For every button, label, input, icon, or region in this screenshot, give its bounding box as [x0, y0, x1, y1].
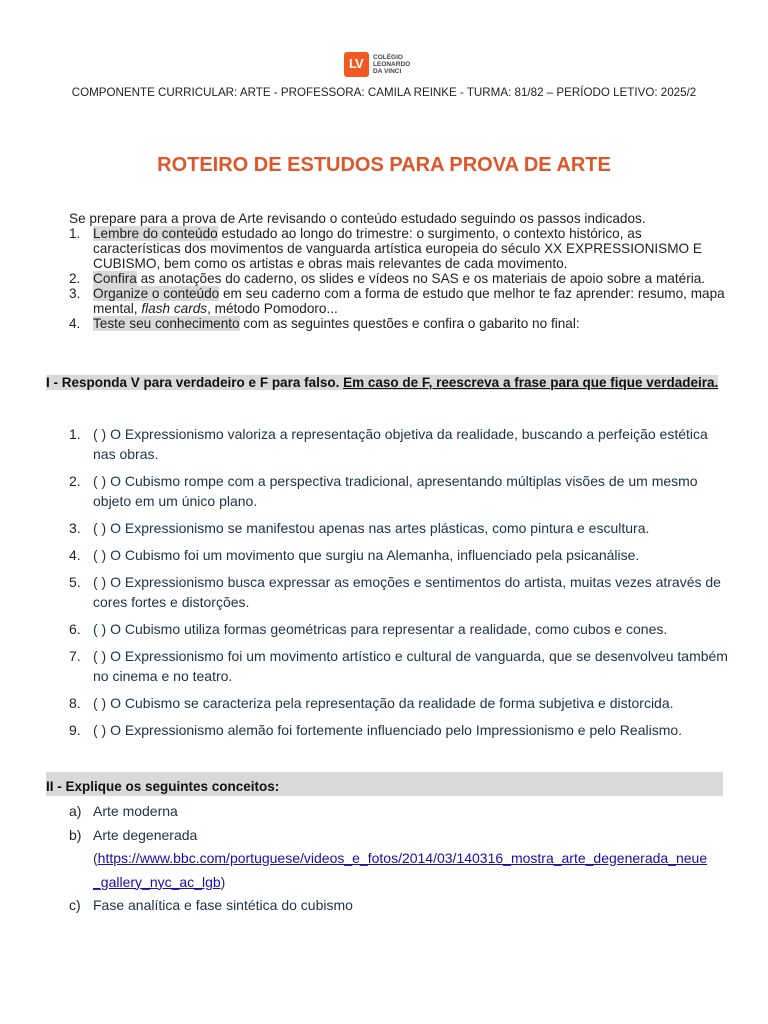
step-item: 2. Confira as anotações do caderno, os slides e vídeos no SAS e os materiais de apoio sobre a matéria.: [69, 271, 706, 286]
intro-text: Se prepare para a prova de Arte revisando o conteúdo estudado seguindo os passos indicados.: [69, 211, 646, 226]
question-item: 2. ( ) O Cubismo rompe com a perspectiva tradicional, apresentando múltiplas visões de um mesmo objeto em um único plano.: [69, 473, 698, 509]
concept-item: c) Fase analítica e fase sintética do cubismo: [69, 897, 353, 913]
bbc-video-link-cont[interactable]: _gallery_nyc_ac_lgb: [93, 873, 221, 890]
question-item: 1. ( ) O Expressionismo valoriza a representação objetiva da realidade, buscando a perfeição estética nas obras.: [69, 426, 708, 462]
document-header: COMPONENTE CURRICULAR: ARTE - PROFESSORA: CAMILA REINKE - TURMA: 81/82 – PERÍODO LETIVO: 2025/2: [71, 86, 697, 99]
link-item-cont: _gallery_nyc_ac_lgb): [93, 873, 226, 890]
question-item: 9. ( ) O Expressionismo alemão foi fortemente influenciado pelo Impressionismo e pelo Realismo.: [69, 722, 683, 738]
step-item: 3. Organize o conteúdo em seu caderno com a forma de estudo que melhor te faz aprender: resumo, mapa mental, flash cards, método Pomodoro...: [69, 286, 725, 316]
section-1-heading: I - Responda V para verdadeiro e F para falso. Em caso de F, reescreva a frase para que fique verdadeira.: [46, 375, 719, 390]
page-title: ROTEIRO DE ESTUDOS PARA PROVA DE ARTE: [157, 154, 611, 176]
step-item: 4. Teste seu conhecimento com as seguintes questões e confira o gabarito no final:: [69, 316, 580, 331]
question-item: 6. ( ) O Cubismo utiliza formas geométricas para representar a realidade, como cubos e cones.: [69, 621, 668, 637]
step-item: 1. Lembre do conteúdo estudado ao longo do trimestre: o surgimento, o contexto histórico, as características dos movimentos de vanguarda artística europeia do século XX EXPRESSIONISMO E CUBISMO, bem como os artistas e obras mais relevantes de cada movimento.: [69, 226, 702, 271]
logo-text: COLÉGIO LEONARDO DA VINCI: [373, 54, 411, 75]
concept-item: a) Arte moderna: [69, 803, 178, 819]
intro-block: [69, 211, 729, 331]
question-item: 4. ( ) O Cubismo foi um movimento que surgiu na Alemanha, influenciado pela psicanálise.: [69, 547, 640, 563]
steps-list: [69, 226, 729, 331]
school-logo: [344, 52, 410, 77]
question-item: 3. ( ) O Expressionismo se manifestou apenas nas artes plásticas, como pintura e escultura.: [69, 520, 650, 536]
question-item: 5. ( ) O Expressionismo busca expressar as emoções e sentimentos do artista, muitas vezes através de cores fortes e distorções.: [69, 574, 721, 610]
link-item: (https://www.bbc.com/portuguese/videos_e_fotos/2014/03/140316_mostra_arte_degenerada_neue: [93, 850, 708, 866]
question-item: 7. ( ) O Expressionismo foi um movimento artístico e cultural de vanguarda, que se desenvolveu também no cinema e no teatro.: [69, 648, 728, 684]
concepts-list: [69, 800, 729, 918]
question-item: 8. ( ) O Cubismo se caracteriza pela representação da realidade de forma subjetiva e distorcida.: [69, 695, 674, 711]
bbc-video-link[interactable]: https://www.bbc.com/portuguese/videos_e_fotos/2014/03/140316_mostra_arte_degenerada_neue: [97, 850, 708, 866]
section-2-heading: II - Explique os seguintes conceitos:: [46, 772, 723, 796]
questions-list: [69, 424, 729, 747]
logo-mark-icon: LV: [344, 52, 369, 77]
concept-item: b) Arte degenerada: [69, 826, 198, 843]
